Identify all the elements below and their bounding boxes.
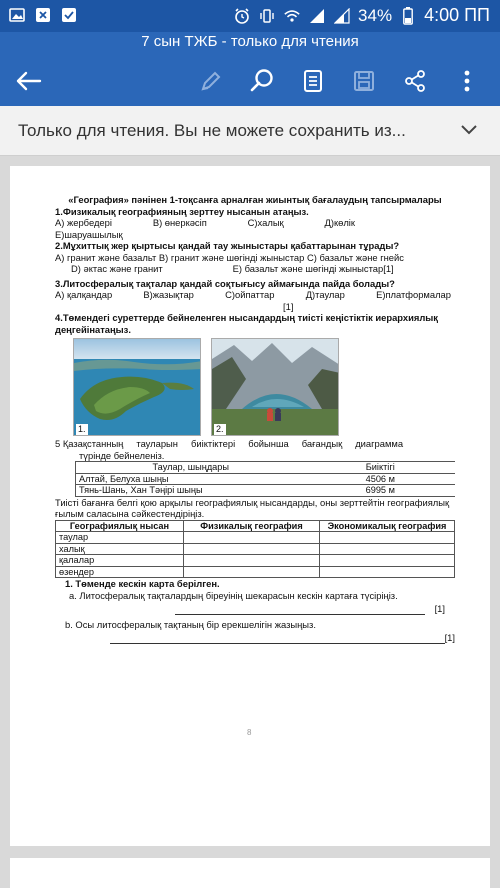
table-cell-mountain: Алтай, Белуха шыңы <box>76 473 306 485</box>
reading-mode-button[interactable] <box>296 64 330 98</box>
table-row <box>56 532 455 544</box>
question-5-continued: түрінде бейнеленіз. <box>79 449 165 461</box>
q3-mark: [1] <box>283 300 294 312</box>
matching-table <box>55 520 455 579</box>
q3-option-d: Д)таулар <box>305 289 345 300</box>
question-7b-answer-line <box>55 632 455 644</box>
save-icon <box>353 70 375 92</box>
table-cell-object: қалалар <box>56 555 184 567</box>
readonly-banner-text: Только для чтения. Вы не можете сохранить из... <box>18 121 406 140</box>
toolbar <box>0 54 500 106</box>
table-cell-economic <box>320 532 455 544</box>
question-4-photos <box>73 338 455 436</box>
table-header-row <box>56 520 455 532</box>
save-button[interactable] <box>347 64 381 98</box>
question-7a-answer-line <box>55 603 455 615</box>
table-header-physical: Физикалық география <box>184 520 320 532</box>
answer-line <box>175 607 425 615</box>
question-3: 3.Литосфералық тақталар қандай соқтығысу аймағында пайда болады? <box>55 277 395 289</box>
mountains-table <box>75 461 455 497</box>
q3-option-a: А) қалқандар <box>55 289 113 300</box>
table-cell-economic <box>320 555 455 567</box>
signal-1-icon <box>308 8 326 24</box>
share-icon <box>403 69 427 93</box>
photo-1-label: 1. <box>78 423 86 434</box>
question-6: Тиісті бағанға белгі қою арқылы географиялық нысандарды, оны зерттейтін географиялық ғылым саласына сәйкестендіріңіз. <box>55 496 450 519</box>
table-row <box>56 543 455 555</box>
table-cell-height: 4506 м <box>306 473 456 485</box>
back-button[interactable] <box>12 64 46 98</box>
q2-options-ab: А) гранит және базальт В) гранит және шөгінді жыныстар С) базальт және гнейс <box>55 251 404 263</box>
chevron-down-icon[interactable] <box>460 123 478 141</box>
table-header-object: Географиялық нысан <box>56 520 184 532</box>
table-header-economic: Экономикалық география <box>320 520 455 532</box>
more-button[interactable] <box>450 64 484 98</box>
alarm-icon <box>233 8 251 24</box>
table-cell-physical <box>184 555 320 567</box>
table-row <box>76 485 456 497</box>
check-box-icon <box>60 7 78 23</box>
wifi-icon <box>283 8 301 24</box>
question-1: 1.Физикалық географияның зерттеу нысанын атаңыз. <box>55 205 309 217</box>
table-cell-object: халық <box>56 543 184 555</box>
question-7a: a. Литосфералық тақталардың біреуінің шекарасын кескін картаға түсіріңіз. <box>69 589 398 601</box>
search-button[interactable] <box>245 64 279 98</box>
photo-mountain-lake <box>211 338 339 436</box>
question-5: 5 Қазақстанның тауларын биіктіктері бойынша бағандық диаграмма <box>55 438 404 449</box>
document-page <box>10 166 490 846</box>
battery-percent: 34% <box>358 5 393 25</box>
edit-button[interactable] <box>194 64 228 98</box>
status-left-icons <box>8 7 78 23</box>
q2-options-de <box>55 263 455 275</box>
question-1-options <box>55 217 355 229</box>
edit-pencil-icon <box>199 69 223 93</box>
table-cell-physical <box>184 566 320 578</box>
question-2: 2.Мұхиттық жер қыртысы қандай тау жыныстары қабаттарынан тұрады? <box>55 240 400 251</box>
table-cell-economic <box>320 566 455 578</box>
question-3-options <box>55 289 451 301</box>
signal-2-icon <box>333 8 351 24</box>
page-number: 8 <box>247 728 252 737</box>
question-7: 1. Төменде кескін карта берілген. <box>65 578 220 589</box>
document-title: 7 сын ТЖБ - только для чтения <box>0 32 500 54</box>
q1-option-a: А) жербедері <box>55 217 112 228</box>
clock: 4:00 ПП <box>424 5 490 25</box>
question-4: 4.Төмендегі суреттерде бейнеленген нысандардың тиісті кеңістіктік иерархиялық деңгейінатаңыз. <box>55 312 439 335</box>
q2-option-d: D) әктас және гранит <box>71 263 163 274</box>
table-cell-physical <box>184 532 320 544</box>
table-row <box>56 555 455 567</box>
next-page <box>10 858 490 888</box>
table-header-mountains: Таулар, шыңдары <box>76 462 306 474</box>
battery-icon <box>399 8 417 24</box>
table-row <box>76 473 456 485</box>
share-button[interactable] <box>398 64 432 98</box>
q3-option-b: В)жазықтар <box>143 289 194 300</box>
back-arrow-icon <box>16 71 42 91</box>
q3-option-c: С)ойпаттар <box>225 289 275 300</box>
document-content <box>55 194 455 644</box>
status-bar <box>0 0 500 32</box>
vibrate-icon <box>258 8 276 24</box>
answer-line <box>110 636 445 644</box>
table-cell-height: 6995 м <box>306 485 456 497</box>
more-icon <box>463 69 471 93</box>
status-right <box>233 5 490 26</box>
table-cell-economic <box>320 543 455 555</box>
q3-option-e: Е)платформалар <box>376 289 451 300</box>
image-icon <box>8 7 26 23</box>
table-row <box>56 566 455 578</box>
q2-option-e: Е) базальт және шөгінді жыныстар[1] <box>232 263 394 274</box>
search-icon <box>249 68 275 94</box>
close-box-icon <box>34 7 52 23</box>
table-cell-physical <box>184 543 320 555</box>
table-cell-mountain: Тянь-Шань, Хан Тәңірі шыңы <box>76 485 306 497</box>
reading-mode-icon <box>303 69 323 93</box>
question-7b: b. Осы литосфералық тақтаның бір ерекшелігін жазыңыз. <box>65 618 316 630</box>
photo-2-label: 2. <box>216 423 224 434</box>
table-cell-object: таулар <box>56 532 184 544</box>
q1-option-b: В) өнеркәсіп <box>152 217 207 228</box>
q1-option-e: Е)шаруашылық <box>55 228 123 240</box>
q1-option-d: Д)көлік <box>324 217 355 228</box>
q7b-mark: [1] <box>444 632 455 643</box>
q7a-mark: [1] <box>434 603 445 614</box>
photo-peninsula <box>73 338 201 436</box>
table-header-row <box>76 462 456 474</box>
table-header-height: Биіктігі <box>306 462 456 474</box>
readonly-banner[interactable] <box>0 106 500 156</box>
doc-heading: «География» пәнінен 1-тоқсанға арналған жиынтық бағалаудың тапсырмалары <box>68 194 442 205</box>
q1-option-c: С)халық <box>247 217 284 228</box>
table-cell-object: өзендер <box>56 566 184 578</box>
